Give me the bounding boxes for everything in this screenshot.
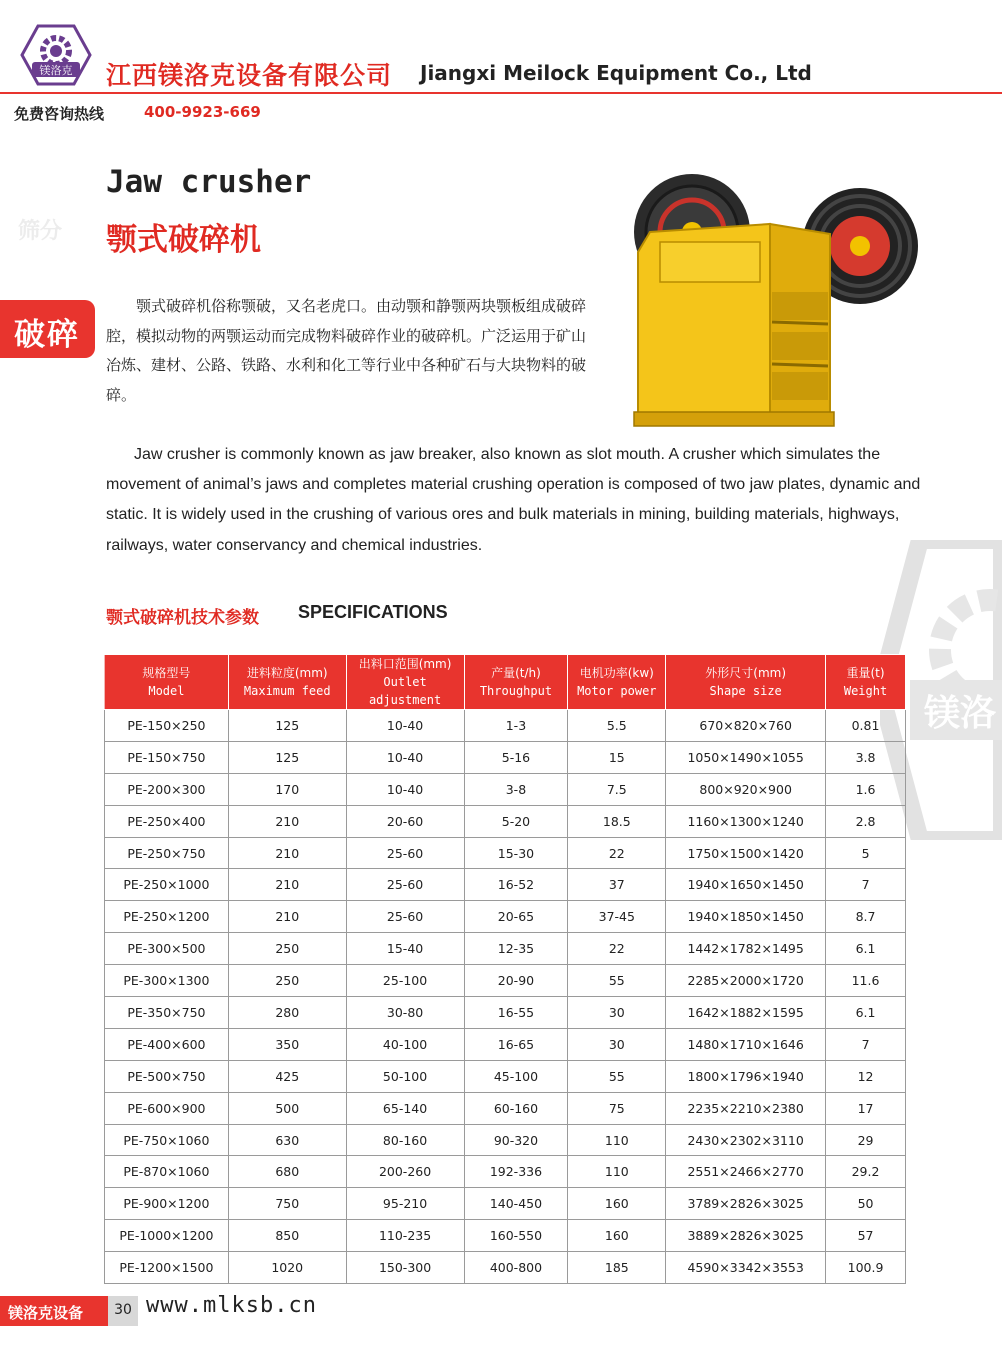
table-cell: 25-100 [346, 965, 464, 997]
table-cell: 50-100 [346, 1060, 464, 1092]
table-row [105, 869, 906, 901]
table-cell: 3-8 [464, 773, 568, 805]
table-cell: 5-20 [464, 805, 568, 837]
table-cell: 1642×1882×1595 [666, 997, 826, 1029]
table-cell: 16-52 [464, 869, 568, 901]
table-cell: PE-1200×1500 [105, 1252, 229, 1284]
table-row [105, 1220, 906, 1252]
table-cell: 90-320 [464, 1124, 568, 1156]
description-en: Jaw crusher is commonly known as jaw breaker, also known as slot mouth. A crusher which simulates the movement of animal’s jaws and completes material crushing operation is composed of two jaw plates, dynamic and static. It is widely used in the crushing of various ores and bulk materials in mining, building materials, highways, railways, water conservancy and chemical industries. [106, 446, 921, 554]
table-cell: 192-336 [464, 1156, 568, 1188]
table-row [105, 837, 906, 869]
table-cell: 500 [228, 1092, 346, 1124]
hotline-number[interactable]: 400-9923-669 [144, 103, 261, 121]
table-row [105, 741, 906, 773]
table-cell: 670×820×760 [666, 710, 826, 742]
table-cell: PE-900×1200 [105, 1188, 229, 1220]
table-cell: 100.9 [826, 1252, 906, 1284]
table-cell: 10-40 [346, 741, 464, 773]
table-cell: 0.81 [826, 710, 906, 742]
table-cell: 30 [568, 1028, 666, 1060]
table-cell: 210 [228, 837, 346, 869]
table-cell: 250 [228, 965, 346, 997]
specs-title-cn: 颚式破碎机技术参数 [106, 608, 259, 628]
table-cell: 1-3 [464, 710, 568, 742]
watermark-text-right: 镁洛 [924, 693, 997, 734]
website-link[interactable]: www.mlksb.cn [146, 1293, 317, 1318]
column-header: 规格型号 Model [105, 655, 229, 710]
table-cell: 65-140 [346, 1092, 464, 1124]
table-cell: PE-300×500 [105, 933, 229, 965]
table-cell: 12-35 [464, 933, 568, 965]
table-cell: 200-260 [346, 1156, 464, 1188]
table-cell: 1160×1300×1240 [666, 805, 826, 837]
table-cell: 350 [228, 1028, 346, 1060]
table-cell: 2235×2210×2380 [666, 1092, 826, 1124]
table-cell: PE-150×250 [105, 710, 229, 742]
table-header-row [105, 655, 906, 710]
table-cell: 125 [228, 741, 346, 773]
table-cell: 11.6 [826, 965, 906, 997]
table-cell: 7 [826, 1028, 906, 1060]
page-number: 30 [108, 1296, 138, 1326]
table-cell: 16-65 [464, 1028, 568, 1060]
table-cell: 630 [228, 1124, 346, 1156]
column-header: 出料口范围(mm) Outlet adjustment [346, 655, 464, 710]
table-cell: 5 [826, 837, 906, 869]
table-row [105, 773, 906, 805]
company-logo [20, 24, 92, 86]
table-cell: 185 [568, 1252, 666, 1284]
table-cell: 15-40 [346, 933, 464, 965]
table-row [105, 933, 906, 965]
table-cell: 25-60 [346, 837, 464, 869]
table-cell: 3889×2826×3025 [666, 1220, 826, 1252]
product-title-cn: 颚式破碎机 [106, 222, 261, 258]
table-body [105, 710, 906, 1284]
table-row [105, 805, 906, 837]
table-cell: 2551×2466×2770 [666, 1156, 826, 1188]
table-cell: 50 [826, 1188, 906, 1220]
table-row [105, 1188, 906, 1220]
table-cell: 37-45 [568, 901, 666, 933]
table-row [105, 1124, 906, 1156]
table-cell: 4590×3342×3553 [666, 1252, 826, 1284]
table-cell: 37 [568, 869, 666, 901]
table-cell: 1050×1490×1055 [666, 741, 826, 773]
table-cell: 29 [826, 1124, 906, 1156]
category-tab: 破碎 [0, 300, 95, 358]
column-header: 外形尺寸(mm) Shape size [666, 655, 826, 710]
table-row [105, 901, 906, 933]
table-cell: 125 [228, 710, 346, 742]
table-cell: 1020 [228, 1252, 346, 1284]
table-cell: 3.8 [826, 741, 906, 773]
table-cell: 5.5 [568, 710, 666, 742]
column-header: 进料粒度(mm) Maximum feed [228, 655, 346, 710]
product-title-en: Jaw crusher [106, 164, 312, 200]
table-cell: 15-30 [464, 837, 568, 869]
table-cell: PE-350×750 [105, 997, 229, 1029]
table-cell: PE-1000×1200 [105, 1220, 229, 1252]
table-cell: PE-250×750 [105, 837, 229, 869]
table-cell: 1750×1500×1420 [666, 837, 826, 869]
table-cell: 680 [228, 1156, 346, 1188]
watermark-text-left: 筛分 [18, 219, 63, 244]
table-cell: 7.5 [568, 773, 666, 805]
table-cell: 160-550 [464, 1220, 568, 1252]
table-cell: 140-450 [464, 1188, 568, 1220]
jaw-crusher-image [620, 172, 920, 434]
table-cell: 210 [228, 901, 346, 933]
table-cell: PE-250×400 [105, 805, 229, 837]
table-cell: 210 [228, 805, 346, 837]
table-cell: 6.1 [826, 997, 906, 1029]
table-cell: PE-400×600 [105, 1028, 229, 1060]
table-row [105, 1092, 906, 1124]
table-cell: 250 [228, 933, 346, 965]
table-cell: 400-800 [464, 1252, 568, 1284]
table-cell: PE-250×1200 [105, 901, 229, 933]
description-cn: 颚式破碎机俗称颚破，又名老虎口。由动颚和静颚两块颚板组成破碎腔，模拟动物的两颚运动而完成物料破碎作业的破碎机。广泛运用于矿山冶炼、建材、公路、铁路、水利和化工等行业中各种矿石与大块物料的破碎。 [106, 297, 587, 404]
table-row [105, 1156, 906, 1188]
table-cell: 18.5 [568, 805, 666, 837]
table-cell: 30-80 [346, 997, 464, 1029]
table-cell: 425 [228, 1060, 346, 1092]
table-row [105, 997, 906, 1029]
table-cell: 75 [568, 1092, 666, 1124]
table-cell: 80-160 [346, 1124, 464, 1156]
column-header: 重量(t) Weight [826, 655, 906, 710]
header-divider [0, 92, 1002, 94]
company-name-cn: 江西镁洛克设备有限公司 [106, 61, 393, 90]
table-cell: 850 [228, 1220, 346, 1252]
table-cell: 17 [826, 1092, 906, 1124]
table-cell: 1940×1850×1450 [666, 901, 826, 933]
table-cell: 160 [568, 1220, 666, 1252]
table-cell: 110 [568, 1124, 666, 1156]
table-cell: 22 [568, 837, 666, 869]
table-cell: 10-40 [346, 710, 464, 742]
table-cell: 45-100 [464, 1060, 568, 1092]
table-cell: PE-200×300 [105, 773, 229, 805]
table-cell: 2285×2000×1720 [666, 965, 826, 997]
table-cell: 800×920×900 [666, 773, 826, 805]
table-cell: 16-55 [464, 997, 568, 1029]
table-cell: 40-100 [346, 1028, 464, 1060]
table-cell: 160 [568, 1188, 666, 1220]
table-row [105, 965, 906, 997]
table-cell: PE-250×1000 [105, 869, 229, 901]
table-cell: 1940×1650×1450 [666, 869, 826, 901]
table-cell: 5-16 [464, 741, 568, 773]
table-cell: 10-40 [346, 773, 464, 805]
table-cell: 280 [228, 997, 346, 1029]
table-cell: 95-210 [346, 1188, 464, 1220]
table-cell: 3789×2826×3025 [666, 1188, 826, 1220]
table-cell: 110 [568, 1156, 666, 1188]
table-cell: 6.1 [826, 933, 906, 965]
table-cell: 20-90 [464, 965, 568, 997]
table-cell: PE-750×1060 [105, 1124, 229, 1156]
table-cell: 20-65 [464, 901, 568, 933]
table-cell: 2430×2302×3110 [666, 1124, 826, 1156]
table-cell: 170 [228, 773, 346, 805]
table-cell: 57 [826, 1220, 906, 1252]
specs-title-en: SPECIFICATIONS [298, 602, 448, 622]
table-cell: 1480×1710×1646 [666, 1028, 826, 1060]
table-cell: 22 [568, 933, 666, 965]
table-cell: PE-870×1060 [105, 1156, 229, 1188]
column-header: 产量(t/h) Throughput [464, 655, 568, 710]
table-cell: 15 [568, 741, 666, 773]
table-cell: 210 [228, 869, 346, 901]
table-cell: 150-300 [346, 1252, 464, 1284]
table-cell: 25-60 [346, 869, 464, 901]
table-cell: 2.8 [826, 805, 906, 837]
table-cell: 750 [228, 1188, 346, 1220]
table-cell: 55 [568, 965, 666, 997]
table-cell: 12 [826, 1060, 906, 1092]
table-row [105, 1028, 906, 1060]
table-cell: 1442×1782×1495 [666, 933, 826, 965]
table-cell: 55 [568, 1060, 666, 1092]
table-cell: 8.7 [826, 901, 906, 933]
table-cell: 60-160 [464, 1092, 568, 1124]
table-cell: 25-60 [346, 901, 464, 933]
column-header: 电机功率(kw) Motor power [568, 655, 666, 710]
table-row [105, 1060, 906, 1092]
table-cell: PE-500×750 [105, 1060, 229, 1092]
table-cell: PE-150×750 [105, 741, 229, 773]
logo-text: 镁洛克 [39, 64, 73, 77]
table-cell: 110-235 [346, 1220, 464, 1252]
table-cell: PE-600×900 [105, 1092, 229, 1124]
table-cell: 1800×1796×1940 [666, 1060, 826, 1092]
specifications-table [104, 654, 906, 1284]
table-cell: 29.2 [826, 1156, 906, 1188]
table-row [105, 1252, 906, 1284]
table-cell: 30 [568, 997, 666, 1029]
table-cell: 1.6 [826, 773, 906, 805]
footer-brand: 镁洛克设备 [0, 1296, 108, 1326]
table-cell: 7 [826, 869, 906, 901]
table-row [105, 710, 906, 742]
table-cell: 20-60 [346, 805, 464, 837]
table-cell: PE-300×1300 [105, 965, 229, 997]
company-name-en: Jiangxi Meilock Equipment Co., Ltd [420, 61, 812, 85]
hotline-label: 免费咨询热线 [14, 105, 105, 123]
